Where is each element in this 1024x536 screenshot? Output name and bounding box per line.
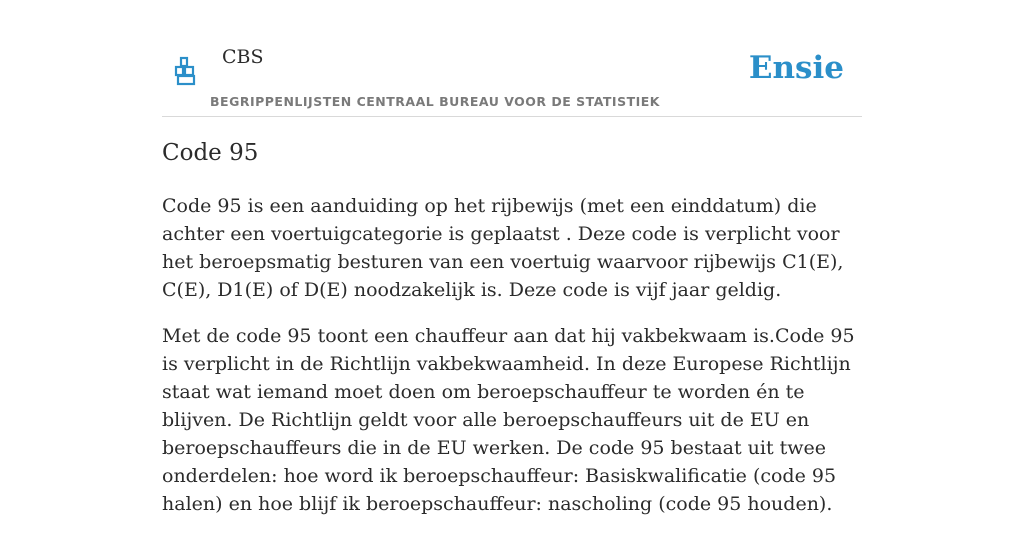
article-body	[162, 192, 862, 536]
article-paragraph: Code 95 is een aanduiding op het rijbewijs (met een einddatum) die achter een voertuigcategorie is geplaatst . Deze code is verplicht voor het beroepsmatig besturen van een voertuig waarvoor rijbewijs C1(E), C(E), D1(E) of D(E) noodzakelijk is. Deze code is vijf jaar geldig.	[162, 195, 844, 301]
page	[162, 0, 862, 515]
site-subtitle: BEGRIPPENLIJSTEN CENTRAAL BUREAU VOOR DE STATISTIEK	[210, 94, 660, 109]
cbs-logo-icon[interactable]	[174, 56, 198, 86]
article-paragraph: Met de code 95 toont een chauffeur aan dat hij vakbekwaam is.Code 95 is verplicht in de Richtlijn vakbekwaamheid. In deze Europese Richtlijn staat wat iemand moet doen om beroepschauffeur te worden én te blijven. De Richtlijn geldt voor alle beroepschauffeurs uit de EU en beroepschauffeurs die in de EU werken. De code 95 bestaat uit twee onderdelen: hoe word ik beroepschauffeur: Basiskwalificatie (code 95 halen) en hoe blijf ik beroepschauffeur: nascholing (code 95 houden).	[162, 325, 855, 515]
org-name[interactable]: CBS	[222, 46, 264, 68]
page-title: Code 95	[162, 140, 259, 166]
site-header	[162, 0, 862, 117]
ensie-brand-link[interactable]: Ensie	[748, 50, 844, 86]
